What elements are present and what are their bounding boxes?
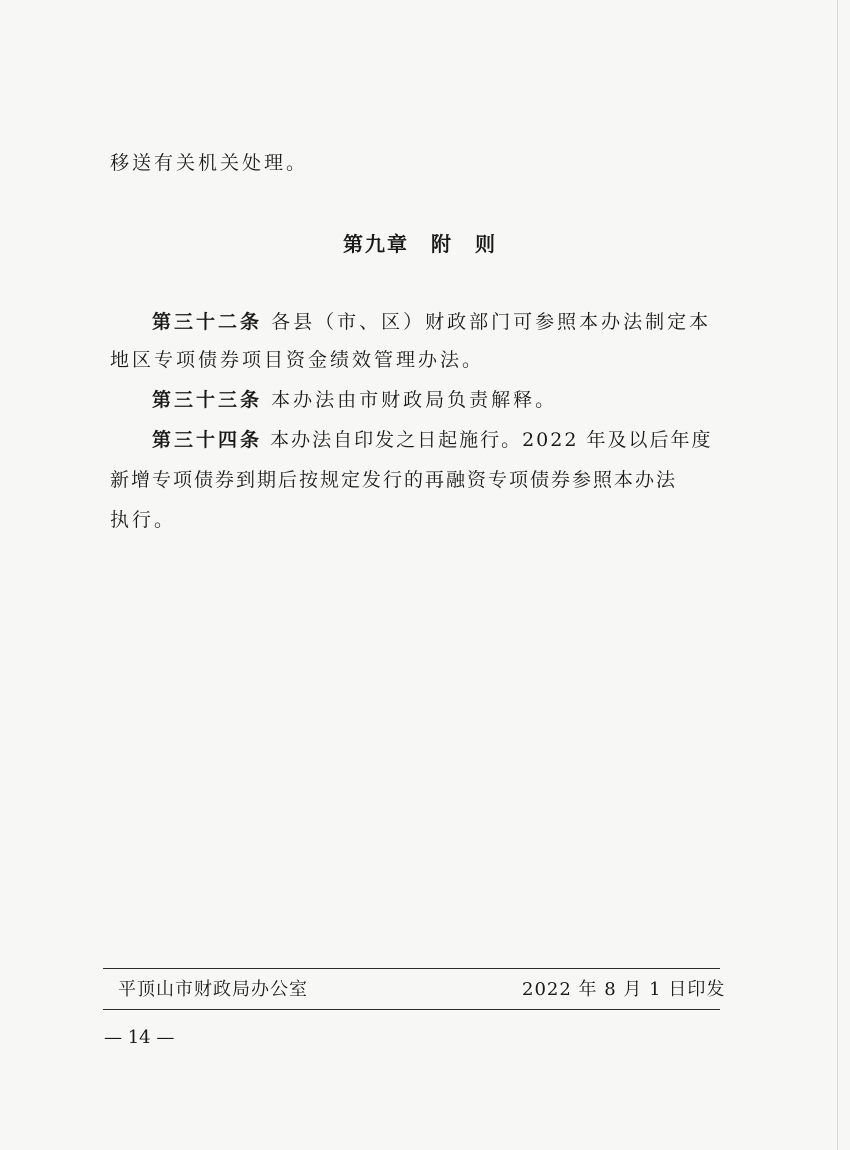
footer-top-rule [103,968,720,969]
article-34-second-line: 新增专项债券到期后按规定发行的再融资专项债券参照本办法 [110,469,678,491]
article-34-text: 本办法自印发之日起施行。2022 年及以后年度 [270,429,713,451]
article-32-number: 第三十二条 [152,311,263,333]
chapter-heading: 第九章 附 则 [343,232,497,256]
carryover-line: 移送有关机关处理。 [110,152,309,174]
footer-issue-date: 2022 年 8 月 1 日印发 [522,979,726,1000]
article-33-line [152,389,557,411]
article-33-text: 本办法由市财政局负责解释。 [271,389,558,411]
article-34-third-line: 执行。 [110,509,177,531]
article-32-second-line: 地区专项债券项目资金绩效管理办法。 [110,349,485,371]
article-34-first-line [152,429,712,451]
footer-issuer: 平顶山市财政局办公室 [118,979,308,1000]
page-number: — 14 — [104,1027,175,1048]
article-32-first-line [152,311,711,333]
article-33-number: 第三十三条 [152,389,263,411]
footer-bottom-rule [103,1009,720,1010]
article-34-number: 第三十四条 [152,429,263,451]
article-32-text: 各县（市、区）财政部门可参照本办法制定本 [271,311,712,333]
scan-edge-line [837,0,838,1150]
